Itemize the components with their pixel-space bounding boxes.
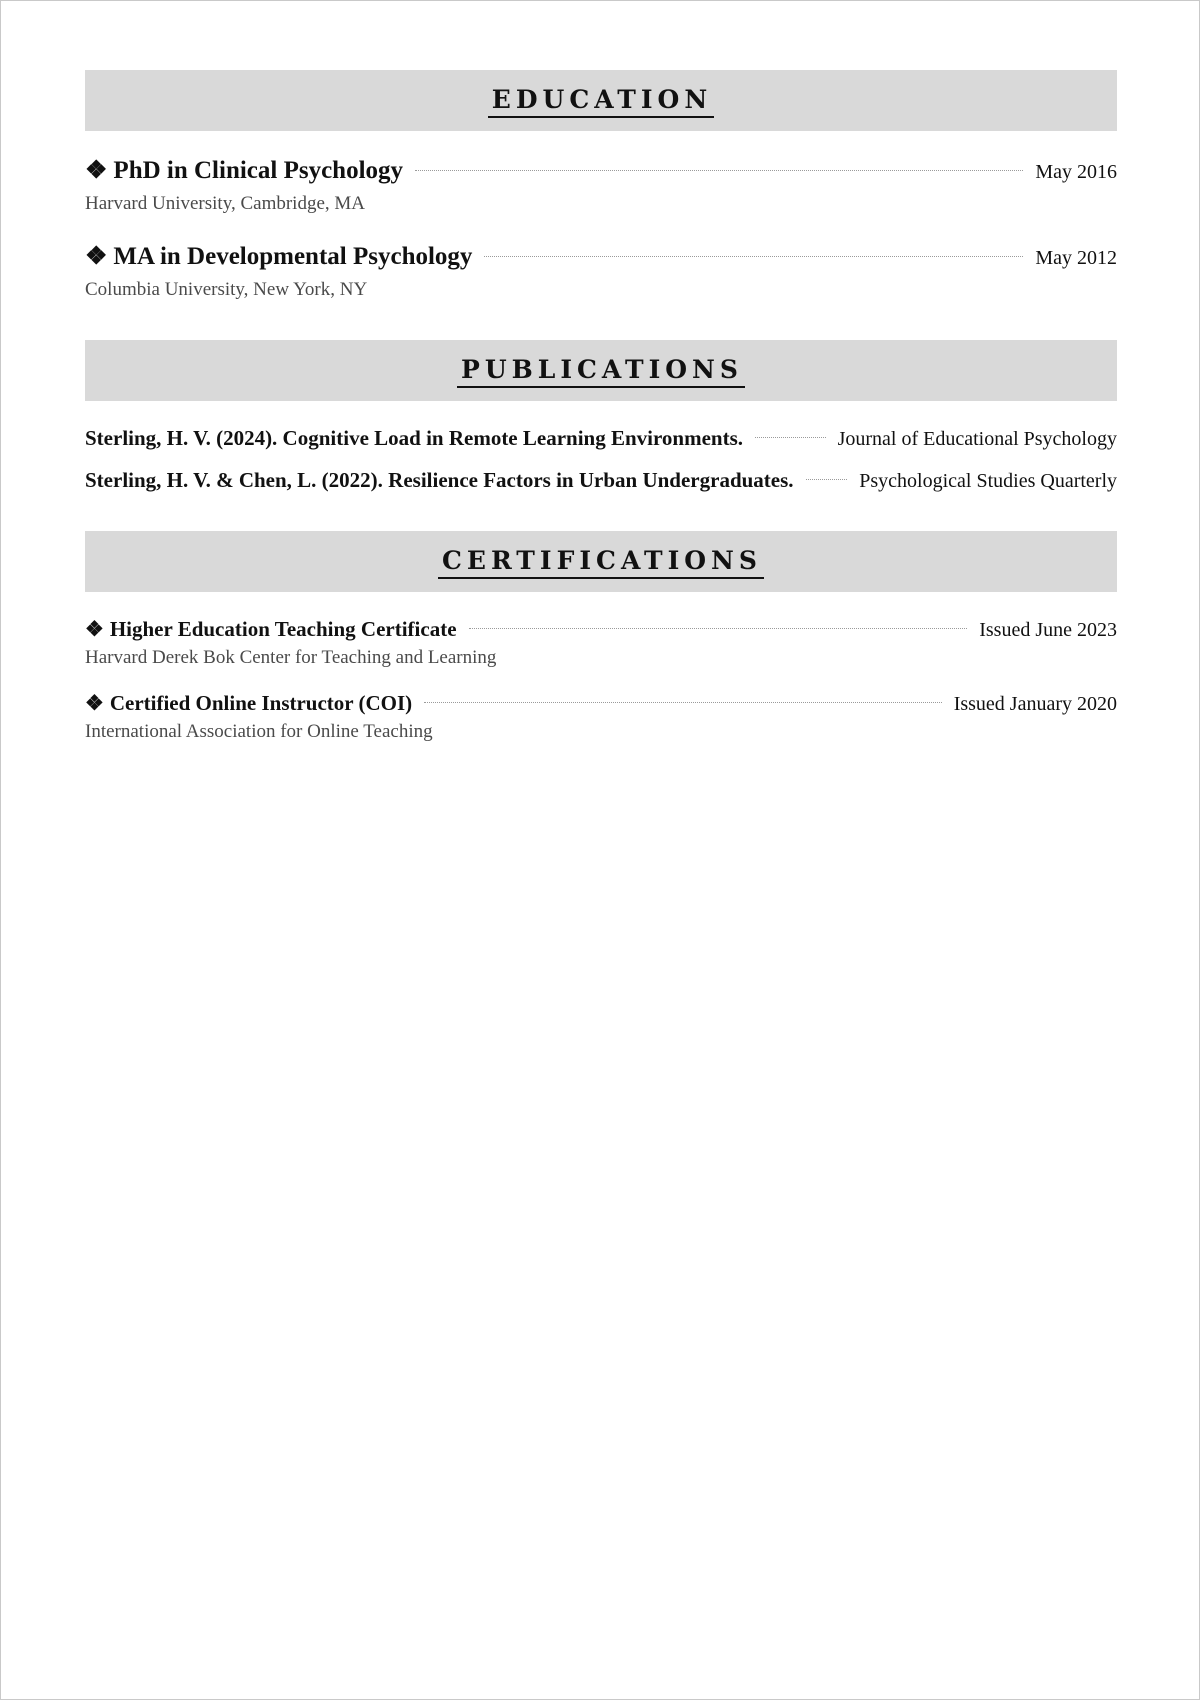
- publications-heading: PUBLICATIONS: [457, 354, 745, 388]
- education-institution: Columbia University, New York, NY: [85, 279, 368, 300]
- certification-issued: Issued January 2020: [953, 693, 1117, 715]
- dotted-leader: [469, 628, 968, 629]
- diamond-bullet-icon: ❖: [85, 243, 108, 270]
- publication-item: [85, 468, 1117, 493]
- certification-item: [85, 617, 1117, 669]
- education-institution: Harvard University, Cambridge, MA: [85, 193, 366, 214]
- education-section: [85, 70, 1117, 301]
- publications-header: [85, 340, 1117, 401]
- certification-item-line: [85, 691, 1117, 716]
- education-item-line: [85, 155, 1117, 185]
- publications-section: [85, 340, 1117, 493]
- education-degree-text: PhD in Clinical Psychology: [113, 157, 404, 184]
- certification-item-line: [85, 617, 1117, 642]
- dotted-leader: [484, 256, 1023, 257]
- certifications-header: [85, 531, 1117, 592]
- education-degree: [85, 241, 472, 271]
- diamond-bullet-icon: ❖: [85, 157, 108, 184]
- education-degree-text: MA in Developmental Psychology: [113, 243, 473, 270]
- certification-name-text: Higher Education Teaching Certificate: [109, 617, 457, 641]
- certifications-list: [85, 592, 1117, 743]
- certifications-section: [85, 531, 1117, 743]
- certification-name: [85, 617, 457, 642]
- certification-issuer: International Association for Online Teaching: [85, 721, 433, 742]
- education-item: [85, 241, 1117, 301]
- publication-item: [85, 426, 1117, 451]
- publications-list: [85, 401, 1117, 493]
- publication-journal: Journal of Educational Psychology: [837, 428, 1117, 450]
- education-item-line: [85, 241, 1117, 271]
- education-item: [85, 155, 1117, 215]
- dotted-leader: [806, 479, 848, 480]
- certification-issuer: Harvard Derek Bok Center for Teaching and Learning: [85, 647, 497, 668]
- certification-issued: Issued June 2023: [979, 619, 1117, 641]
- publication-citation: Sterling, H. V. (2024). Cognitive Load in Remote Learning Environments.: [85, 426, 744, 450]
- dotted-leader: [415, 170, 1023, 171]
- certification-name-text: Certified Online Instructor (COI): [109, 691, 413, 715]
- dotted-leader: [424, 702, 942, 703]
- education-heading: EDUCATION: [488, 84, 714, 118]
- publication-citation: Sterling, H. V. & Chen, L. (2022). Resilience Factors in Urban Undergraduates.: [85, 468, 794, 492]
- education-date: May 2016: [1035, 161, 1117, 183]
- education-degree: [85, 155, 403, 185]
- certification-name: [85, 691, 412, 716]
- publication-journal: Psychological Studies Quarterly: [859, 470, 1117, 492]
- dotted-leader: [755, 437, 826, 438]
- resume-content: [85, 70, 1117, 743]
- education-header: [85, 70, 1117, 131]
- diamond-bullet-icon: ❖: [85, 617, 104, 641]
- certifications-heading: CERTIFICATIONS: [438, 545, 764, 579]
- education-list: [85, 131, 1117, 301]
- education-date: May 2012: [1035, 247, 1117, 269]
- diamond-bullet-icon: ❖: [85, 691, 104, 715]
- certification-item: [85, 691, 1117, 743]
